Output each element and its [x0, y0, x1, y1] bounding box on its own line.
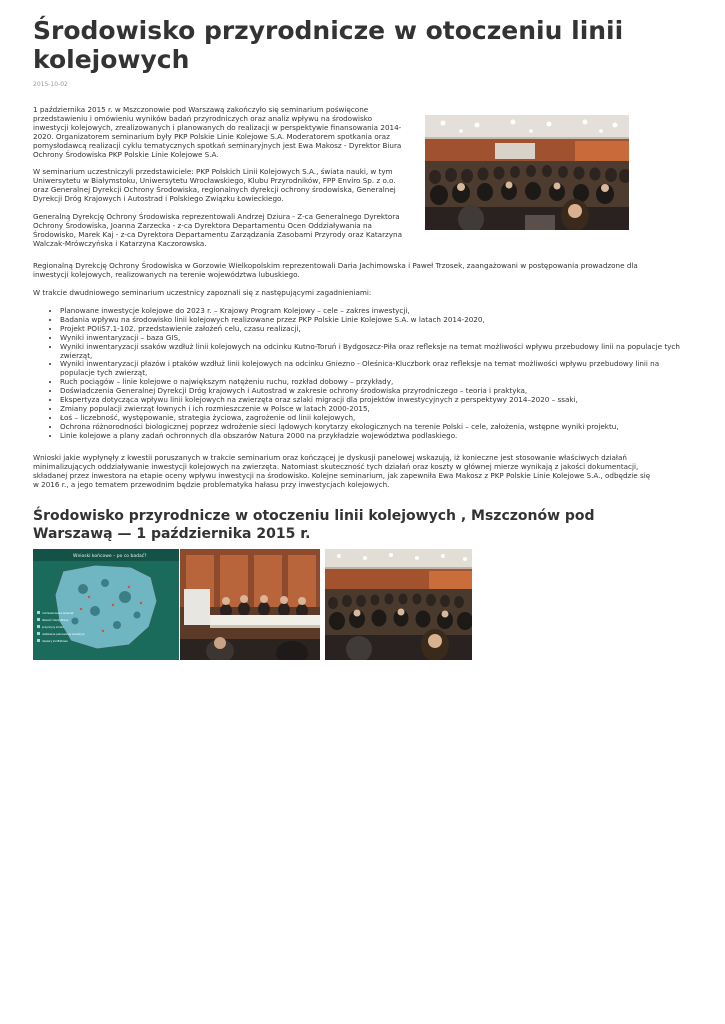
- list-item: • Doświadczenia Generalnej Dyrekcji Dróg krajowych i Autostrad w zakresie ochrony środowiska przyrodniczego – teoria i praktyka,: [60, 387, 680, 396]
- list-item: • Łoś – liczebność, występowanie, strategia życiowa, zagrożenie od linii kolejowych,: [60, 414, 680, 423]
- topics-list: [33, 307, 680, 441]
- panel-photo-image: [180, 549, 320, 660]
- list-item: • Zmiany populacji zwierząt łownych i ich rozmieszczenie w Polsce w latach 2000-2015,: [60, 405, 680, 414]
- publish-date: 2015-10-02: [33, 81, 68, 88]
- slide-bullet: łatwość identyfikacji: [42, 619, 69, 622]
- list-item: • Linie kolejowe a plany zadań ochronnych dla obszarów Natura 2000 na przykładzie województwa podlaskiego.: [60, 432, 680, 441]
- intro-paragraph-1: 1 października 2015 r. w Mszczonowie pod Warszawą zakończyło się seminarium poświęcone przedstawieniu i omówieniu wyników badań przyrodniczych oraz analiz wpływu na środowisko inwestycji kolejowych, zrealizowanych i planowanych do realizacji w perspektywie finansowania 2014-2020. Organizatorem seminarium były PKP Polskie Linie Kolejowe S.A. Moderatorem spotkania oraz pomysłodawcą realizacji cyklu tematycznych spotkań seminaryjnych jest Ewa Makosz - Dyrektor Biura Ochrony Środowiska PKP Polskie Linie Kolejowe S.A.: [33, 105, 402, 159]
- topics-intro: W trakcie dwudniowego seminarium uczestnicy zapoznali się z następującymi zagadnieniami:: [33, 288, 372, 297]
- intro-paragraph-3: Generalną Dyrekcję Ochrony Środowiska reprezentowali Andrzej Dziura - Z-ca Generalnego Dyrektora Ochrony Środowiska, Joanna Zarzecka - z-ca Dyrektora Departamentu Ocen Oddziaływania na Środowisko, Marek Kaj - z-ca Dyrektora Departamentu Zarządzania Zasobami Przyrody oraz Katarzyna Walczak-Mrówczyńska i Katarzyna Kaczorowska.: [33, 212, 403, 248]
- list-item: • Wyniki inwentaryzacji ssaków wzdłuż linii kolejowych na odcinku Kutno-Toruń i Bydgoszcz-Piła oraz refleksje na temat możliwości wpływu przebudowy linii na populacje tych zwierząt,: [60, 343, 680, 361]
- gallery-title: Środowisko przyrodnicze w otoczeniu linii kolejowych , Mszczonów pod Warszawą — 1 października 2015 r.: [33, 508, 595, 542]
- list-item: • Wyniki inwentaryzacji – baza GIS,: [60, 334, 680, 343]
- list-item: • Ruch pociągów – linie kolejowe o największym natężeniu ruchu, rozkład dobowy – przykłady,: [60, 378, 680, 387]
- regional-paragraph: Regionalną Dyrekcję Ochrony Środowiska w Gorzowie Wielkopolskim reprezentowali Daria Jachimowska i Paweł Trzosek, zaangażowani w postępowania prowadzone dla inwestycji kolejowych, realizowanych na terenie województwa lubuskiego.: [33, 261, 638, 279]
- conclusion-paragraph: Wnioski jakie wypłynęły z kwestii poruszanych w trakcie seminarium oraz kończącej je dyskusji panelowej wskazują, iż konieczne jest stosowanie właściwych działań minimalizujących oddziaływanie inwestycji kolejowych na zwierzęta. Natomiast skuteczność tych działań oraz koszty w głównej mierze wynikają z jakości dokumentacji, składanej przez inwestora na etapie oceny wpływu inwestycji na środowisko. Kolejne seminarium, jak zapewniła Ewa Makosz z PKP Polskie Linie Kolejowe S.A., odbędzie się w 2016 r., a jego tematem przewodnim będzie problematyka hałasu przy inwestycjach kolejowych.: [33, 453, 651, 489]
- list-item: • Planowane inwestycje kolejowe do 2023 r. – Krajowy Program Kolejowy – cele – zakres inwestycji,: [60, 307, 680, 316]
- slide-photo-image: [33, 549, 179, 660]
- list-item: • Ochrona różnorodności biologicznej poprzez wdrożenie sieci lądowych korytarzy ekologicznych na terenie Polski – cele, założenia, wstępne wyniki projektu,: [60, 423, 680, 432]
- slide-bullet: ułatwienie planowania inwestycji: [42, 633, 85, 636]
- gallery-photo-slide[interactable]: [33, 549, 179, 660]
- seminar-photo-audience[interactable]: [425, 115, 629, 230]
- intro-paragraph-2: W seminarium uczestniczyli przedstawiciele: PKP Polskich Linii Kolejowych S.A., świata nauki, w tym Uniwersytetu w Białymstoku, Uniwersytetu Wrocławskiego, Klubu Przyrodników, FPP Enviro Sp. z o.o. oraz Generalnej Dyrekcji Ochrony Środowiska, regionalnych dyrekcji ochrony środowiska, Generalnej Dyrekcji Dróg Krajowych i Autostrad i Polskiego Związku Łowieckiego.: [33, 167, 396, 204]
- slide-bullet: obszary konfliktowe: [42, 640, 68, 643]
- slide-title: Wnioski końcowe – po co badać?: [73, 554, 147, 559]
- audience-photo-image: [425, 115, 629, 230]
- intro-column: [33, 106, 405, 258]
- list-item: • Wyniki inwentaryzacji płazów i ptaków wzdłuż linii kolejowych na odcinku Gniezno - Oleśnica-Kluczbork oraz refleksje na temat możliwości wpływu przebudowy linii na populacje tych zwierząt,: [60, 360, 680, 378]
- slide-bullet: rozmieszczenie zwierząt: [42, 612, 74, 615]
- list-item: • Ekspertyza dotycząca wpływu linii kolejowych na zwierzęta oraz szlaki migracji dla projektów inwestycyjnych z perspektywy 2014–2020 – ssaki,: [60, 396, 680, 405]
- slide-bullet: przyczyny zmian: [42, 626, 64, 629]
- gallery-photo-audience[interactable]: [325, 549, 472, 660]
- gallery-audience-image: [325, 549, 472, 660]
- list-item: • Badania wpływu na środowisko linii kolejowych realizowane przez PKP Polskie Linie Kolejowe S.A. w latach 2014-2020,: [60, 316, 680, 325]
- page-title: Środowisko przyrodnicze w otoczeniu linii kolejowych: [33, 16, 624, 74]
- list-item: • Projekt POIiŚ7.1-102. przedstawienie założeń celu, czasu realizacji,: [60, 325, 680, 334]
- gallery-photo-panel[interactable]: [180, 549, 320, 660]
